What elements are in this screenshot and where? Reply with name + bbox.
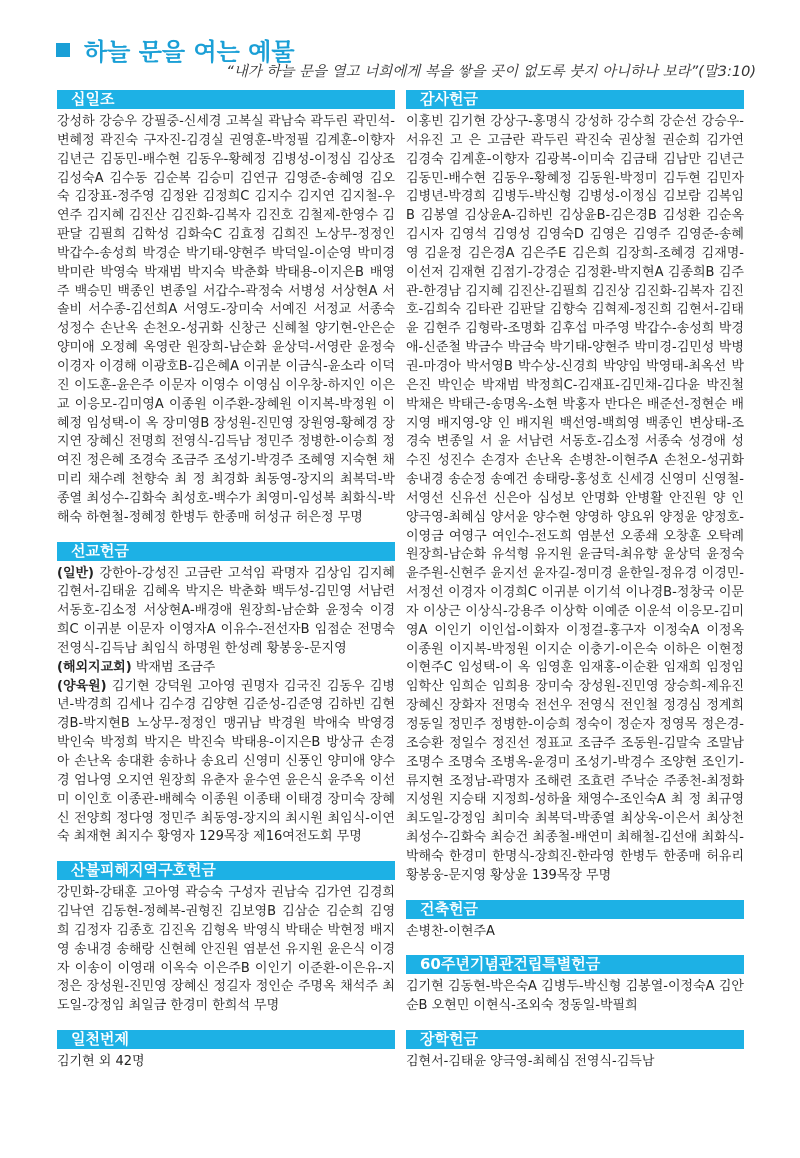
square-bullet-icon (56, 43, 70, 57)
mission-orphanage-text: 김기현 강덕원 고아영 권명자 김국진 김동우 김병년-박경희 김세나 김수경 김양현 김준성-김준영 김하빈 김현경B-박지현B 노상무-정정인 맹귀남 박경원 박애숙 박영경 박인숙 박정희 박지은 박진숙 박태용-이지은B 방상규 손경아 손난옥 송대환 송하나 송요리 신영미 신풍인 양미애 양수경 엄나영 오지연 원장희 유춘자 윤수연 윤은식 윤주옥 이선미 이인호 이종관-배혜숙 이종원 이종태 이태경 장미숙 장혜신 전양희 정다영 정민주 최동영-장지의 최시원 최임식-이연숙 최재현 최지수 황영자 129목장 제16여전도회 무명 (57, 678, 395, 845)
mission-heading: 선교헌금 (57, 542, 395, 561)
mission-list (57, 565, 395, 848)
thanks-heading: 감사헌금 (406, 90, 744, 109)
thousand-offering-section (57, 1030, 395, 1072)
anniversary-hall-heading: 60주년기념관건립특별헌금 (406, 955, 744, 974)
mission-general (57, 565, 395, 659)
page-header (56, 32, 756, 80)
mission-overseas-text: 박재범 조금주 (135, 659, 216, 675)
building-heading: 건축헌금 (406, 900, 744, 919)
mission-general-label: (일반) (57, 565, 94, 581)
thousand-offering-list: 김기현 외 42명 (57, 1054, 145, 1070)
scholarship-section (406, 1030, 744, 1072)
bible-verse: “내가 하늘 문을 열고 너희에게 복을 쌓을 곳이 없도록 붓지 아니하나 보라”(말3:10) (226, 64, 756, 80)
mission-orphanage-label: (양육원) (57, 678, 107, 694)
wildfire-relief-heading: 산불피해지역구호헌금 (57, 861, 395, 880)
left-column (57, 90, 395, 1086)
building-list: 손병찬-이현주A (406, 923, 495, 939)
mission-orphanage (57, 678, 395, 848)
tithe-section (57, 90, 395, 528)
page-title-text: 하늘 문을 여는 예물 (84, 38, 295, 66)
anniversary-hall-section (406, 955, 744, 1016)
mission-section (57, 542, 395, 848)
scholarship-list: 김현서-김태윤 양극영-최혜심 전영식-김득남 (406, 1054, 655, 1070)
wildfire-relief-list: 강민화-강태훈 고아영 곽승숙 구성자 권남숙 김가연 김경희 김낙연 김동현-정혜복-권형진 김보영B 김삼순 김순희 김영희 김정자 김종호 김진옥 김형옥 박영식 박태순 박현정 배지영 송내경 송해랑 신현혜 안진원 염분선 유지원 윤은식 이경자 이송이 이영래 이옥숙 이은주B 이인기 이준환-이은유-지정은 장성원-진민영 장혜신 정길자 정인순 주명옥 채석주 최도일-강정임 최일금 한경미 한희석 무명 (57, 885, 395, 1014)
tithe-heading: 십일조 (57, 90, 395, 109)
anniversary-hall-list: 김기현 김동현-박은숙A 김병두-박신형 김봉열-이정숙A 김안순B 오현민 이현식-조외숙 정동일-박필희 (406, 979, 744, 1014)
mission-overseas (57, 659, 395, 678)
mission-general-text: 강한아-강성진 고금란 고석임 곽명자 김상임 김지혜 김현서-김태윤 김혜옥 박지은 박춘화 백두성-김민영 서남련 서동호-김소정 서상현A-배경애 원장희-남순화 윤정숙 이경희C 이귀분 이문자 이영자A 이유수-전선자B 임점순 전명숙 전영식-김득남 최임식 하명원 한성례 황봉웅-문지영 (57, 565, 395, 656)
right-column (406, 90, 744, 1086)
scholarship-heading: 장학헌금 (406, 1030, 744, 1049)
thanks-list: 이홍빈 김기현 강상구-홍명식 강성하 강수희 강순선 강승우-서유진 고 은 고금란 곽두린 곽진숙 권상철 권순희 김가연 김경숙 김계훈-이향자 김광복-이미숙 김금태 김남만 김년근 김동민-배수현 김동우-황혜정 김동원-박정미 김두현 김민자 김병년-박경희 김병두-박신형 김병성-이정심 김보람 김복임B 김봉열 김상윤A-김하빈 김상윤B-김은경B 김성환 김순옥 김시자 김영석 김영성 김영숙D 김영은 김영주 김영준-송혜영 김윤정 김은경A 김은주E 김은희 김장희-조혜경 김재명-이선저 김재현 김점기-강경순 김정환-박지현A 김종희B 김주관-한경남 김지혜 김진산-김필희 김진상 김진화-김복자 김진호-김희숙 김타관 김판달 김향숙 김혁제-정진희 김현서-김태윤 김현주 김형락-조명화 김후섭 마주영 박갑수-송성희 박경애-신준철 박금수 박금숙 박기태-양현주 박미경-김민성 박병권-마경아 박서영B 박수상-신경희 박양임 박영태-최옥선 박은진 박인순 박재범 박정희C-김재표-김민채-김다윤 박진철 박채은 박태근-송명옥-소현 박홍자 반다은 배준선-정현순 배지영 배지영-양 인 배지원 백선영-백희영 백종인 변상태-조경숙 변종일 서 윤 서남련 서동호-김소정 서종숙 성경애 성수진 성진수 손경자 손난옥 손병찬-이현주A 손천오-성귀화 송내경 송순정 송예건 송태랑-홍성호 신세경 신영미 신영철-서영선 신유선 신은아 심성보 안명화 안병활 안진원 양 인 양극영-최혜심 양서윤 양수현 양영하 양요위 양정윤 양정호-이영금 여영구 여인수-전도희 염분선 오종쇄 오창훈 오탁례 원장희-남순화 유석형 유지원 윤금덕-최유향 윤상덕 윤정숙 윤주원-신현주 윤지선 윤자길-정미경 윤한일-정유경 이경민-서정선 이경자 이경희C 이귀분 이기석 이나경B-정창국 이문자 이상근 이상식-강용주 이상학 이예준 이운석 이응모-김미영A 이인기 이인섭-이화자 이정걸-홍구자 이정숙A 이정옥 이종원 이지복-박정원 이지순 이충기-이은숙 이하은 이현정 이현주C 임성택-이 옥 임영훈 임재홍-이순환 임재희 임정임 임학산 임희순 임희용 장미숙 장성원-진민영 장승희-제유진 장혜신 장화자 전명숙 전선우 전영식 전인철 정경심 정계희 정동일 정민주 정병한-이승희 정숙이 정순자 정영목 정은경-조승환 정일수 정진선 정표교 조금주 조동원-김말숙 조말남 조명수 조명숙 조병옥-윤경미 조성기-박경수 조양현 조인기-류지현 조정남-곽명자 조해련 조효련 주낙순 주종천-최정화 지성원 지승태 지정희-성하율 채영수-조인숙A 최 정 최규영 최도일-강정임 최미숙 최복덕-박종열 최상욱-이은서 최상천 최성수-김화숙 최승건 최종철-배연미 최해철-김선애 최화식-박해숙 한경미 한명식-장희진-한라영 한병두 한종매 허유리 황봉웅-문지영 황상윤 139목장 무명 (406, 114, 744, 883)
wildfire-relief-section (57, 861, 395, 1016)
thanks-section (406, 90, 744, 886)
thousand-offering-heading: 일천번제 (57, 1030, 395, 1049)
mission-overseas-label: (해외지교회) (57, 659, 132, 675)
building-section (406, 900, 744, 942)
tithe-list: 강성하 강승우 강필중-신세경 고복실 곽남숙 곽두린 곽민석-변혜정 곽진숙 구자진-김경실 권영훈-박정필 김계훈-이향자 김년근 김동민-배수현 김동우-황혜정 김병성-이정심 김상조 김성숙A 김수동 김순복 김승미 김연규 김영준-송혜영 김오숙 김장표-정주영 김정완 김정희C 김지수 김지연 김지철-우연주 김지혜 김진산 김진화-김복자 김진호 김철제-한영수 김판달 김필희 김학성 김화숙C 김효정 김희진 노상무-정정인 박갑수-송성희 박경순 박기태-양현주 박덕일-이순영 박미경 박미란 박영숙 박재범 박지숙 박춘화 박태용-이지은B 배영주 백승민 백종인 변종일 서갑수-곽정숙 서병성 서상현A 서솔비 서수종-김선희A 서영도-장미숙 서예진 서정교 서종숙 성정수 손난옥 손천오-성귀화 신창근 신혜철 양기현-안은순 양미애 오정혜 옥영란 원장희-남순화 윤상덕-서영란 윤정숙 이경자 이경해 이광호B-김은혜A 이귀분 이금식-윤소라 이덕진 이도훈-윤은주 이문자 이영수 이영심 이우창-하지인 이은교 이응모-김미영A 이종원 이주환-장혜원 이지복-박정원 이혜정 임성택-이 옥 장미영B 장성원-진민영 장원영-황혜경 장지연 장혜신 전명희 전영식-김득남 정민주 정병한-이승희 정여진 정은혜 조경숙 조금주 조성기-박경주 조혜영 지숙현 채미리 채수례 천향숙 최 정 최경화 최동영-장지의 최복덕-박종열 최성수-김화숙 최성호-백수가 최영미-임성복 최화식-박해숙 하현철-정혜정 한병두 한종매 허성규 허은정 무명 (57, 114, 395, 525)
